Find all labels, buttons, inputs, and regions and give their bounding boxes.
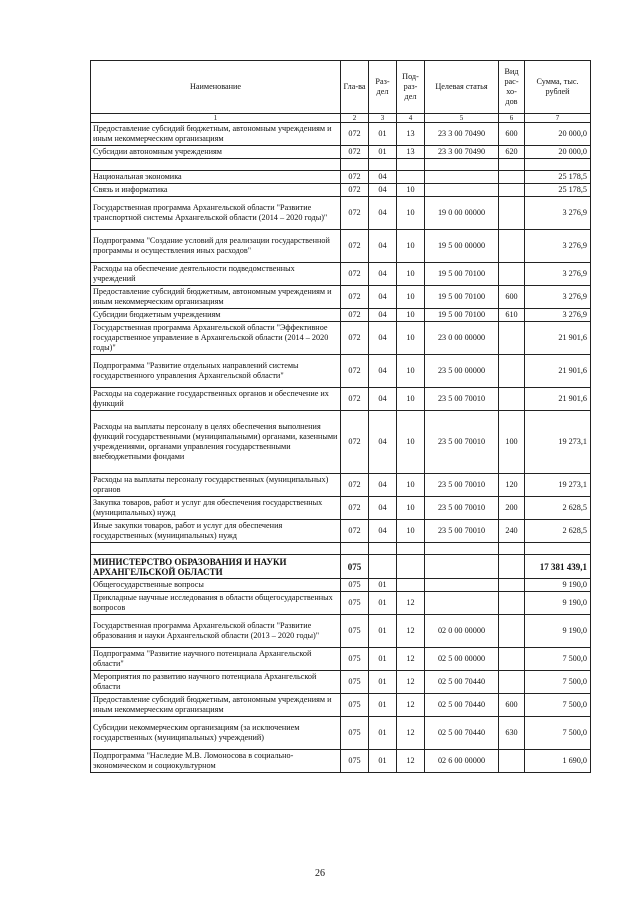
table-row [91,615,591,648]
cell-subsection: 10 [397,184,425,197]
cell-chapter: 072 [341,309,369,322]
table-row [91,750,591,773]
column-number: 7 [525,114,591,123]
cell-expense-type: 620 [499,146,525,159]
cell-section: 01 [369,750,397,773]
cell-expense-type [499,579,525,592]
cell-expense-type [499,648,525,671]
cell-chapter: 072 [341,171,369,184]
table-row [91,555,591,579]
cell-target-article: 02 5 00 70440 [425,694,499,717]
cell-subsection: 12 [397,694,425,717]
cell-name: Предоставление субсидий бюджетным, автономным учреждениям и иным некоммерческим организациям [91,286,341,309]
empty-cell [91,159,341,171]
cell-sum: 2 628,5 [525,520,591,543]
cell-target-article: 02 6 00 00000 [425,750,499,773]
cell-chapter: 072 [341,411,369,474]
cell-name: Закупка товаров, работ и услуг для обеспечения государственных (муниципальных) нужд [91,497,341,520]
cell-chapter: 072 [341,263,369,286]
cell-expense-type [499,615,525,648]
page-number: 26 [315,868,325,879]
cell-sum: 1 690,0 [525,750,591,773]
cell-section: 01 [369,648,397,671]
column-number: 1 [91,114,341,123]
cell-chapter: 075 [341,592,369,615]
empty-cell [369,159,397,171]
cell-name: Общегосударственные вопросы [91,579,341,592]
cell-name: Прикладные научные исследования в области общегосударственных вопросов [91,592,341,615]
table-row [91,309,591,322]
cell-section: 04 [369,520,397,543]
header-name: Наименование [91,61,341,114]
cell-target-article: 23 5 00 70010 [425,520,499,543]
cell-sum: 7 500,0 [525,671,591,694]
cell-name: Подпрограмма "Развитие отдельных направлений системы государственного управления Архангельской области" [91,355,341,388]
empty-cell [525,543,591,555]
cell-expense-type [499,263,525,286]
cell-name: Предоставление субсидий бюджетным, автономным учреждениям и иным некоммерческим организациям [91,123,341,146]
cell-subsection: 10 [397,388,425,411]
cell-subsection: 10 [397,411,425,474]
cell-sum: 3 276,9 [525,263,591,286]
cell-expense-type: 240 [499,520,525,543]
cell-target-article [425,171,499,184]
cell-expense-type: 600 [499,694,525,717]
cell-sum: 3 276,9 [525,230,591,263]
cell-subsection [397,171,425,184]
cell-target-article: 19 5 00 70100 [425,263,499,286]
cell-subsection: 10 [397,263,425,286]
table-row [91,355,591,388]
cell-subsection: 12 [397,717,425,750]
header-row [91,61,591,114]
table-row [91,497,591,520]
cell-subsection: 12 [397,750,425,773]
cell-section: 04 [369,355,397,388]
cell-expense-type: 630 [499,717,525,750]
cell-expense-type: 600 [499,286,525,309]
table-row [91,648,591,671]
cell-sum: 3 276,9 [525,309,591,322]
cell-sum: 21 901,6 [525,388,591,411]
cell-expense-type: 100 [499,411,525,474]
cell-name: Подпрограмма "Наследие М.В. Ломоносова в социально-экономическом и социокультурном [91,750,341,773]
cell-expense-type: 600 [499,123,525,146]
column-number: 5 [425,114,499,123]
cell-section: 04 [369,474,397,497]
cell-section: 04 [369,184,397,197]
cell-expense-type: 120 [499,474,525,497]
table-row [91,579,591,592]
spacer-row [91,159,591,171]
empty-cell [499,543,525,555]
cell-sum: 2 628,5 [525,497,591,520]
cell-expense-type [499,555,525,579]
cell-target-article: 19 0 00 00000 [425,197,499,230]
cell-sum: 17 381 439,1 [525,555,591,579]
cell-chapter: 072 [341,355,369,388]
cell-subsection: 10 [397,230,425,263]
cell-subsection: 13 [397,146,425,159]
header-expense-type: Вид рас-хо-дов [499,61,525,114]
cell-target-article: 02 5 00 70440 [425,671,499,694]
cell-section [369,555,397,579]
cell-name: Расходы на обеспечение деятельности подведомственных учреждений [91,263,341,286]
cell-section: 01 [369,146,397,159]
cell-chapter: 072 [341,322,369,355]
empty-cell [341,159,369,171]
cell-sum: 9 190,0 [525,579,591,592]
cell-sum: 21 901,6 [525,355,591,388]
table-row [91,171,591,184]
cell-section: 04 [369,230,397,263]
cell-name: Предоставление субсидий бюджетным, автономным учреждениям и иным некоммерческим организациям [91,694,341,717]
cell-chapter: 075 [341,671,369,694]
cell-section: 01 [369,671,397,694]
cell-name: Субсидии бюджетным учреждениям [91,309,341,322]
cell-target-article: 02 5 00 70440 [425,717,499,750]
cell-name: МИНИСТЕРСТВО ОБРАЗОВАНИЯ И НАУКИ АРХАНГЕЛЬСКОЙ ОБЛАСТИ [91,555,341,579]
cell-section: 01 [369,123,397,146]
cell-section: 04 [369,388,397,411]
cell-target-article [425,592,499,615]
cell-section: 04 [369,322,397,355]
table-row [91,286,591,309]
cell-name: Государственная программа Архангельской области "Развитие образования и науки Архангельской области (2013 – 2020 годы)" [91,615,341,648]
table-row [91,388,591,411]
cell-subsection: 10 [397,309,425,322]
cell-name: Государственная программа Архангельской области "Эффективное государственное управление в Архангельской области (2014 – 2020 годы)" [91,322,341,355]
cell-sum: 21 901,6 [525,322,591,355]
cell-section: 01 [369,592,397,615]
cell-subsection: 10 [397,286,425,309]
cell-chapter: 075 [341,750,369,773]
cell-sum: 7 500,0 [525,694,591,717]
budget-table-body [91,61,591,773]
cell-chapter: 075 [341,717,369,750]
cell-section: 01 [369,579,397,592]
cell-subsection: 12 [397,592,425,615]
cell-target-article: 23 5 00 70010 [425,474,499,497]
table-row [91,411,591,474]
cell-section: 04 [369,197,397,230]
empty-cell [425,159,499,171]
cell-chapter: 072 [341,230,369,263]
cell-section: 01 [369,615,397,648]
cell-sum: 25 178,5 [525,184,591,197]
cell-expense-type [499,322,525,355]
cell-target-article: 23 5 00 70010 [425,497,499,520]
cell-sum: 3 276,9 [525,286,591,309]
cell-name: Государственная программа Архангельской области "Развитие транспортной системы Архангельской области (2014 – 2020 годы)" [91,197,341,230]
cell-subsection: 10 [397,474,425,497]
cell-section: 04 [369,309,397,322]
cell-name: Расходы на выплаты персоналу государственных (муниципальных) органов [91,474,341,497]
cell-expense-type: 200 [499,497,525,520]
cell-expense-type [499,171,525,184]
cell-chapter: 072 [341,286,369,309]
header-target-article: Целевая статья [425,61,499,114]
cell-target-article: 02 5 00 00000 [425,648,499,671]
cell-name: Связь и информатика [91,184,341,197]
cell-expense-type [499,671,525,694]
cell-target-article: 23 5 00 70010 [425,388,499,411]
cell-sum: 20 000,0 [525,146,591,159]
header-subsection: Под-раз-дел [397,61,425,114]
empty-cell [397,159,425,171]
cell-section: 04 [369,263,397,286]
table-row [91,671,591,694]
cell-sum: 25 178,5 [525,171,591,184]
table-row [91,717,591,750]
cell-sum: 19 273,1 [525,474,591,497]
table-row [91,146,591,159]
header-sum: Сумма, тыс. рублей [525,61,591,114]
budget-table [90,60,591,773]
cell-expense-type [499,230,525,263]
cell-name: Субсидии автономным учреждениям [91,146,341,159]
cell-chapter: 072 [341,146,369,159]
cell-subsection [397,579,425,592]
cell-chapter: 075 [341,615,369,648]
table-row [91,123,591,146]
column-number: 3 [369,114,397,123]
cell-name: Подпрограмма "Развитие научного потенциала Архангельской области" [91,648,341,671]
empty-cell [91,543,341,555]
cell-chapter: 075 [341,648,369,671]
cell-sum: 9 190,0 [525,592,591,615]
cell-chapter: 072 [341,520,369,543]
table-row [91,263,591,286]
cell-expense-type [499,592,525,615]
cell-sum: 7 500,0 [525,648,591,671]
cell-name: Расходы на содержание государственных органов и обеспечение их функций [91,388,341,411]
cell-target-article [425,184,499,197]
cell-target-article: 23 5 00 00000 [425,355,499,388]
cell-chapter: 075 [341,694,369,717]
cell-name: Иные закупки товаров, работ и услуг для обеспечения государственных (муниципальных) нужд [91,520,341,543]
cell-target-article: 19 5 00 70100 [425,309,499,322]
table-row [91,694,591,717]
empty-cell [499,159,525,171]
cell-section: 04 [369,411,397,474]
empty-cell [397,543,425,555]
cell-name: Национальная экономика [91,171,341,184]
empty-cell [341,543,369,555]
cell-target-article: 23 0 00 00000 [425,322,499,355]
table-row [91,592,591,615]
cell-target-article: 19 5 00 70100 [425,286,499,309]
cell-expense-type [499,197,525,230]
column-number: 2 [341,114,369,123]
table-row [91,184,591,197]
cell-subsection: 10 [397,322,425,355]
cell-expense-type [499,355,525,388]
table-row [91,322,591,355]
cell-subsection: 12 [397,648,425,671]
table-row [91,520,591,543]
cell-name: Расходы на выплаты персоналу в целях обеспечения выполнения функций государственными (муниципальными) органами, казенными учреждениями, органами управления государственными внебюджетными фондами [91,411,341,474]
cell-section: 04 [369,286,397,309]
cell-chapter: 072 [341,497,369,520]
cell-chapter: 075 [341,555,369,579]
cell-subsection: 10 [397,355,425,388]
empty-cell [425,543,499,555]
cell-chapter: 072 [341,123,369,146]
cell-subsection [397,555,425,579]
cell-sum: 9 190,0 [525,615,591,648]
cell-expense-type: 610 [499,309,525,322]
cell-section: 01 [369,694,397,717]
header-chapter: Гла-ва [341,61,369,114]
column-number: 6 [499,114,525,123]
cell-name: Подпрограмма "Создание условий для реализации государственной программы и осуществления иных расходов" [91,230,341,263]
cell-target-article: 02 0 00 00000 [425,615,499,648]
cell-sum: 20 000,0 [525,123,591,146]
cell-chapter: 072 [341,474,369,497]
cell-subsection: 10 [397,520,425,543]
cell-target-article: 23 3 00 70490 [425,146,499,159]
cell-target-article: 23 5 00 70010 [425,411,499,474]
cell-name: Мероприятия по развитию научного потенциала Архангельской области [91,671,341,694]
cell-subsection: 12 [397,615,425,648]
cell-section: 04 [369,171,397,184]
column-number: 4 [397,114,425,123]
cell-sum: 3 276,9 [525,197,591,230]
table-row [91,230,591,263]
cell-expense-type [499,184,525,197]
cell-sum: 19 273,1 [525,411,591,474]
cell-chapter: 072 [341,388,369,411]
spacer-row [91,543,591,555]
cell-subsection: 10 [397,197,425,230]
empty-cell [525,159,591,171]
cell-name: Субсидии некоммерческим организациям (за исключением государственных (муниципальных) учреждений) [91,717,341,750]
table-row [91,474,591,497]
empty-cell [369,543,397,555]
column-number-row [91,114,591,123]
cell-chapter: 075 [341,579,369,592]
cell-chapter: 072 [341,197,369,230]
table-row [91,197,591,230]
cell-target-article: 19 5 00 00000 [425,230,499,263]
cell-target-article [425,555,499,579]
cell-section: 04 [369,497,397,520]
cell-target-article: 23 3 00 70490 [425,123,499,146]
cell-chapter: 072 [341,184,369,197]
cell-expense-type [499,750,525,773]
cell-subsection: 10 [397,497,425,520]
cell-target-article [425,579,499,592]
cell-expense-type [499,388,525,411]
cell-section: 01 [369,717,397,750]
cell-sum: 7 500,0 [525,717,591,750]
cell-subsection: 12 [397,671,425,694]
header-section: Раз-дел [369,61,397,114]
cell-subsection: 13 [397,123,425,146]
